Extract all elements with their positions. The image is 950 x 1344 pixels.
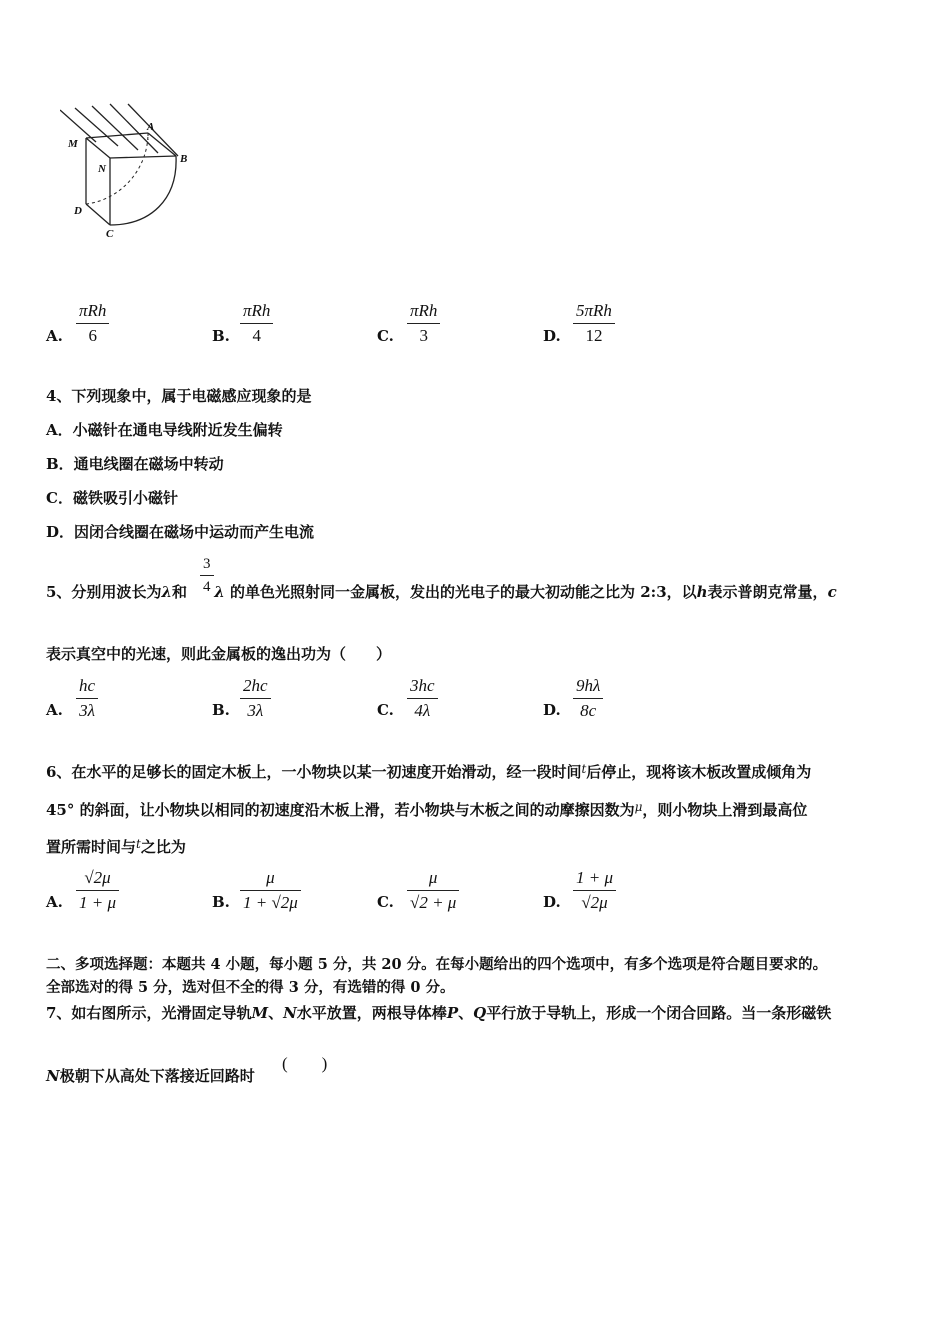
q6-stem-line3	[46, 836, 186, 857]
q6-line3-b: 之比为	[140, 838, 186, 856]
q5-h: h	[696, 583, 708, 601]
q7-line2-N: N	[46, 1067, 60, 1085]
q4-option-a: A．小磁针在通电导线附近发生偏转	[46, 421, 283, 439]
q5-option-d-label: D.	[543, 701, 561, 719]
q7-line2-a: 极朝下从高处下落接近回路时	[59, 1067, 255, 1085]
label-A: A	[147, 121, 155, 133]
q3-option-c-label: C.	[377, 327, 394, 345]
q7-Q: Q	[473, 1004, 487, 1022]
q7-stem-line2	[46, 1065, 255, 1086]
q6-option-a-fraction	[76, 869, 119, 912]
q4-stem: 4、下列现象中，属于电磁感应现象的是	[46, 387, 312, 405]
q5-c: c	[827, 583, 837, 601]
q3-option-a-fraction	[76, 302, 109, 345]
q6-line1-a: 6、在水平的足够长的固定木板上，一小物块以某一初速度开始滑动，经一段时间	[46, 763, 582, 781]
label-M: M	[68, 138, 78, 150]
q5-option-c-label: C.	[377, 701, 394, 719]
q5-three-quarters	[200, 556, 214, 595]
q5-option-c-numerator: 3hc	[410, 676, 435, 695]
q5-option-a-label: A.	[46, 701, 63, 719]
q5-frac-numerator: 3	[203, 556, 211, 572]
q6-stem-line2	[46, 799, 807, 820]
edge-MN	[86, 138, 110, 158]
q5-stem-line1	[46, 581, 837, 602]
q5-frac-denominator: 4	[203, 578, 211, 595]
q5-option-b-denominator: 3λ	[247, 700, 264, 720]
q5-option-b-label: B.	[212, 701, 230, 719]
q6-line2-a: 45° 的斜面，让小物块以相同的初速度沿木板上滑，若小物块与木板之间的动摩擦因数为	[46, 801, 635, 819]
q7-P: P	[446, 1004, 459, 1022]
q5-option-c-denominator: 4λ	[414, 700, 431, 720]
q5-option-d-denominator: 8c	[580, 700, 597, 720]
q6-t-2: t	[136, 837, 141, 851]
q5-option-d-numerator: 9hλ	[576, 676, 601, 695]
q6-option-c-fraction	[407, 869, 459, 912]
q7-line1-c: 平行放于导轨上，形成一个闭合回路。当一条形磁铁	[486, 1004, 832, 1022]
q5-option-c-fraction	[407, 677, 438, 720]
q5-stem-c: 表示普朗克常量，	[707, 583, 828, 601]
q3-option-b-fraction	[240, 302, 273, 345]
q5-option-d-fraction	[573, 677, 603, 720]
q5-option-a-denominator: 3λ	[79, 700, 95, 720]
q3-option-c-denominator: 3	[419, 325, 428, 345]
q3-option-d-denominator: 12	[585, 325, 603, 345]
q3-option-b-denominator: 4	[252, 325, 261, 345]
q4-option-d: D．因闭合线圈在磁场中运动而产生电流	[46, 523, 315, 541]
edge-AB	[148, 133, 176, 156]
q6-line3-a: 置所需时间与	[46, 838, 137, 856]
section2-heading-line1: 二、多项选择题：本题共 4 小题，每小题 5 分，共 20 分。在每小题给出的四个选项中，有多个选项是符合题目要求的。	[46, 956, 828, 973]
q6-t-1: t	[581, 762, 587, 776]
q6-option-c-denominator: √2 + μ	[410, 892, 457, 912]
label-B: B	[180, 153, 188, 165]
q3-option-b-label: B.	[212, 327, 230, 345]
q6-option-b-numerator: μ	[266, 868, 275, 887]
q3-option-a-denominator: 6	[88, 325, 97, 345]
q5-and: 和	[171, 583, 187, 601]
q5-lambda-2: λ	[214, 583, 225, 601]
q7-sep1: 、	[268, 1004, 284, 1022]
q3-option-c-numerator: πRh	[410, 301, 438, 320]
q3-option-d-numerator: 5πRh	[576, 301, 612, 320]
q6-stem-line1	[46, 761, 811, 782]
q6-option-d-label: D.	[543, 893, 561, 911]
q5-option-a-numerator: hc	[79, 676, 96, 695]
q3-option-b-numerator: πRh	[243, 301, 271, 320]
q6-line1-b: 后停止，现将该木板改置成倾角为	[586, 763, 812, 781]
label-D: D	[74, 205, 82, 217]
hidden-arc-DA	[86, 133, 148, 204]
edge-DC	[86, 204, 110, 225]
q3-figure	[60, 100, 210, 245]
q6-option-d-numerator: 1 + μ	[576, 868, 614, 887]
q6-option-a-numerator: √2μ	[84, 868, 111, 887]
q3-option-c-fraction	[407, 302, 440, 345]
q6-option-c-numerator: μ	[428, 868, 438, 887]
q6-option-c-label: C.	[377, 893, 394, 911]
q7-M: M	[251, 1004, 269, 1022]
q7-N: N	[283, 1004, 297, 1022]
q5-option-b-numerator: 2hc	[243, 676, 268, 695]
q5-lambda-1: λ	[161, 583, 172, 601]
q6-option-d-denominator: √2μ	[581, 892, 608, 912]
section2-heading-line2: 全部选对的得 5 分，选对但不全的得 3 分，有选错的得 0 分。	[46, 979, 455, 996]
q3-option-d-label: D.	[543, 327, 561, 345]
q7-line1-a: 7、如右图所示，光滑固定导轨	[46, 1004, 252, 1022]
q4-option-b: B．通电线圈在磁场中转动	[46, 455, 224, 473]
q7-sep2: 、	[458, 1004, 474, 1022]
q6-line2-b: ，则小物块上滑到最高位	[642, 801, 808, 819]
q6-option-d-fraction	[573, 869, 616, 912]
edge-NB	[110, 156, 176, 158]
q7-stem-line1	[46, 1002, 831, 1023]
q4-option-c: C．磁铁吸引小磁针	[46, 489, 178, 507]
incident-line-2	[75, 108, 118, 146]
q7-answer-paren: ( )	[282, 1054, 328, 1073]
edge-MA	[86, 133, 148, 138]
q6-option-a-label: A.	[46, 893, 63, 911]
q6-option-a-denominator: 1 + μ	[79, 892, 117, 912]
q3-option-a-numerator: πRh	[79, 301, 107, 320]
q3-option-d-fraction	[573, 302, 615, 345]
q7-line1-b: 水平放置，两根导体棒	[296, 1004, 447, 1022]
q5-option-b-fraction	[240, 677, 271, 720]
q6-option-b-label: B.	[212, 893, 230, 911]
q6-option-b-denominator: 1 + √2μ	[243, 892, 298, 912]
q5-stem-a: 5、分别用波长为	[46, 583, 162, 601]
q3-option-a-label: A.	[46, 327, 63, 345]
q6-option-b-fraction	[240, 869, 301, 912]
q5-option-a-fraction	[76, 677, 98, 720]
q5-stem-line2: 表示真空中的光速，则此金属板的逸出功为（ ）	[46, 645, 392, 663]
label-N: N	[98, 163, 106, 175]
q5-stem-b: 的单色光照射同一金属板，发出的光电子的最大初动能之比为 2:3，以	[230, 583, 697, 601]
q6-mu: μ	[634, 800, 643, 814]
label-C: C	[106, 228, 114, 240]
